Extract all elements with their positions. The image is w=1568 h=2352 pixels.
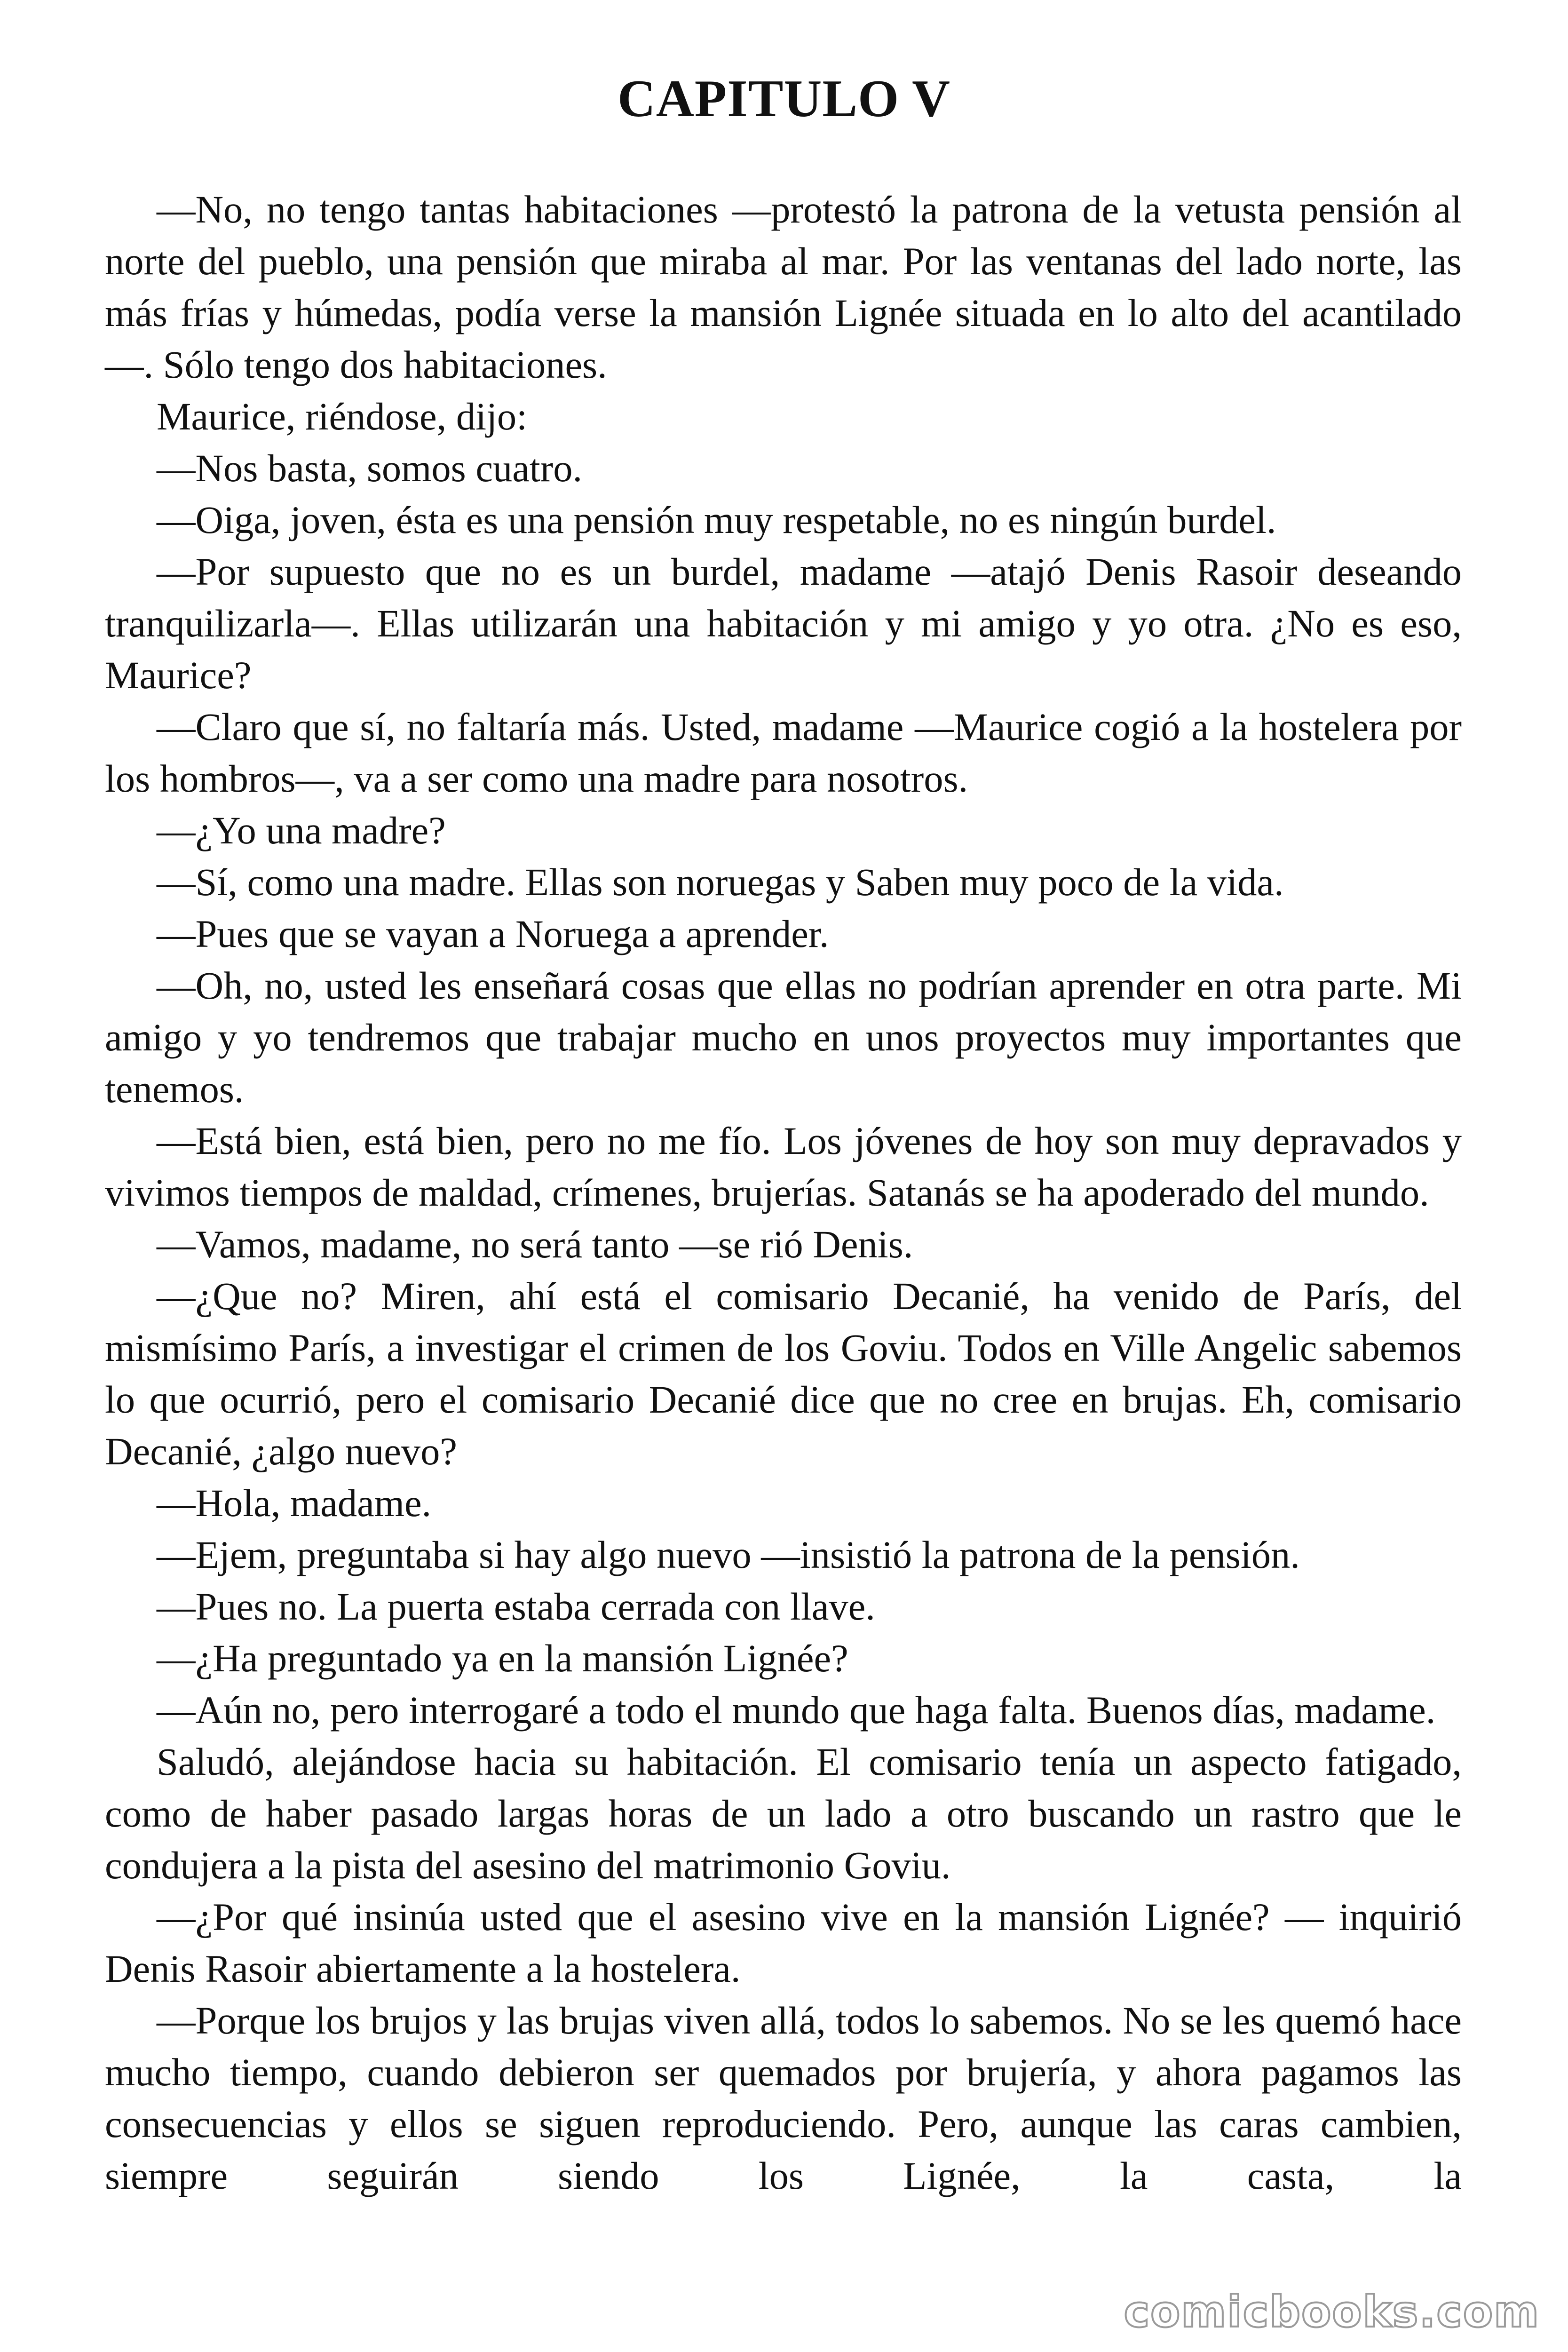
paragraph: —¿Que no? Miren, ahí está el comisario Decanié, ha venido de París, del mismísimo París, a investigar el crimen de los Goviu. Todos en Ville Angelic sabemos lo que ocurrió, pero el comisario Decanié dice que no cree en brujas. Eh, comisario Decanié, ¿algo nuevo? <box>105 1274 1462 1473</box>
paragraph: —Ejem, preguntaba si hay algo nuevo —insistió la patrona de la pensión. <box>157 1533 1300 1576</box>
paragraph: —Claro que sí, no faltaría más. Usted, madame —Maurice cogió a la hostelera por los hombros—, va a ser como una madre para nosotros. <box>105 705 1462 800</box>
paragraph: Saludó, alejándose hacia su habitación. El comisario tenía un aspecto fatigado, como de haber pasado largas horas de un lado a otro buscando un rastro que le condujera a la pista del asesino del matrimonio Goviu. <box>105 1740 1462 1887</box>
paragraph: —Oiga, joven, ésta es una pensión muy respetable, no es ningún burdel. <box>157 498 1276 541</box>
paragraph: —Por supuesto que no es un burdel, madame —atajó Denis Rasoir deseando tranquilizarla—. Ellas utilizarán una habitación y mi amigo y yo otra. ¿No es eso, Maurice? <box>105 550 1462 697</box>
paragraph: Maurice, riéndose, dijo: <box>157 395 528 438</box>
paragraph: —Aún no, pero interrogaré a todo el mundo que haga falta. Buenos días, madame. <box>157 1688 1436 1732</box>
paragraph: —Sí, como una madre. Ellas son noruegas y Saben muy poco de la vida. <box>157 860 1284 904</box>
paragraph: —Nos basta, somos cuatro. <box>157 446 583 490</box>
paragraph: —Hola, madame. <box>157 1481 432 1525</box>
watermark-logo: comicbooks.com <box>1124 2287 1540 2337</box>
paragraph: —Pues que se vayan a Noruega a aprender. <box>157 912 829 955</box>
paragraph: —¿Yo una madre? <box>157 809 446 852</box>
chapter-title: CAPITULO V <box>617 70 951 128</box>
paragraph: —Pues no. La puerta estaba cerrada con llave. <box>157 1585 875 1628</box>
paragraph-continued: —Porque los brujos y las brujas viven allá, todos lo sabemos. No se les quemó hace mucho tiempo, cuando debieron ser quemados por brujería, y ahora pagamos las consecuencias y ellos se siguen reproduciendo. Pero, aunque las caras cambien, siempre seguirán siendo los Lignée, la casta, la <box>105 1999 1462 2197</box>
body-text <box>105 183 1462 2201</box>
paragraph: —Está bien, está bien, pero no me fío. Los jóvenes de hoy son muy depravados y vivimos tiempos de maldad, crímenes, brujerías. Satanás se ha apoderado del mundo. <box>105 1119 1462 1214</box>
paragraph: —Vamos, madame, no será tanto —se rió Denis. <box>157 1223 913 1266</box>
paragraph: —¿Por qué insinúa usted que el asesino vive en la mansión Lignée? — inquirió Denis Rasoir abiertamente a la hostelera. <box>105 1895 1462 1990</box>
paragraph: —No, no tengo tantas habitaciones —protestó la patrona de la vetusta pensión al norte del pueblo, una pensión que miraba al mar. Por las ventanas del lado norte, las más frías y húmedas, podía verse la mansión Lignée situada en lo alto del acantilado—. Sólo tengo dos habitaciones. <box>105 188 1462 386</box>
paragraph: —¿Ha preguntado ya en la mansión Lignée? <box>157 1637 848 1680</box>
paragraph: —Oh, no, usted les enseñará cosas que ellas no podrían aprender en otra parte. Mi amigo y yo tendremos que trabajar mucho en unos proyectos muy importantes que tenemos. <box>105 964 1462 1111</box>
